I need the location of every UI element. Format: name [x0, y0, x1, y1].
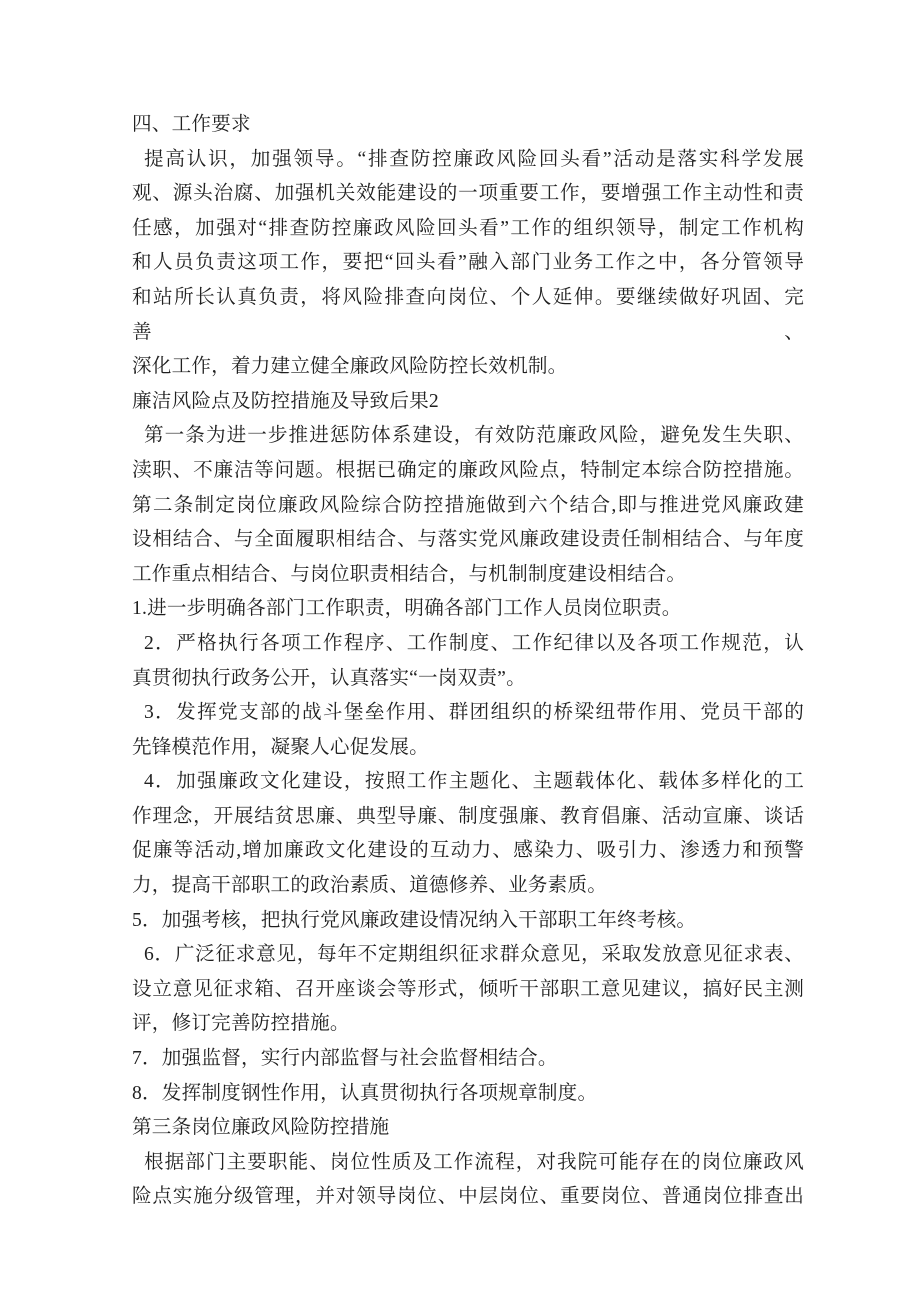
text-line: 第三条岗位廉政风险防控措施	[132, 1117, 390, 1139]
text-line: 设相结合、与全面履职相结合、与落实党风廉政建设责任制相结合、与年度	[132, 529, 804, 551]
text-line: 7．加强监督，实行内部监督与社会监督相结合。	[132, 1048, 558, 1070]
text-line: 力，提高干部职工的政治素质、道德修养、业务素质。	[132, 875, 608, 897]
text-line: 8．发挥制度钢性作用，认真贯彻执行各项规章制度。	[132, 1082, 598, 1104]
text-line: 深化工作，着力建立健全廉政风险防控长效机制。	[132, 356, 568, 378]
document-text-block	[132, 0, 804, 1215]
text-line: 设立意见征求箱、召开座谈会等形式，倾听干部职工意见建议，搞好民主测	[132, 978, 804, 1000]
text-line: 险点实施分级管理，并对领导岗位、中层岗位、重要岗位、普通岗位排查出	[132, 1186, 804, 1208]
text-line: 作理念，开展结贫思廉、典型导廉、制度强廉、教育倡廉、活动宣廉、谈话	[132, 805, 804, 827]
text-line: 4．加强廉政文化建设，按照工作主题化、主题载体化、载体多样化的工	[144, 771, 804, 793]
text-line: 2．严格执行各项工作程序、工作制度、工作纪律以及各项工作规范，认	[144, 632, 804, 654]
text-line: 先锋模范作用，凝聚人心促发展。	[132, 736, 429, 758]
text-line: 渎职、不廉洁等问题。根据已确定的廉政风险点，特制定本综合防控措施。	[132, 459, 804, 481]
text-line: 提高认识，加强领导。“排查防控廉政风险回头看”活动是落实科学发展	[144, 148, 804, 170]
text-line: 观、源头治腐、加强机关效能建设的一项重要工作，要增强工作主动性和责	[132, 183, 804, 205]
text-line: 真贯彻执行政务公开，认真落实“一岗双责”。	[132, 667, 526, 689]
text-line: 第一条为进一步推进惩防体系建设，有效防范廉政风险，避免发生失职、	[144, 425, 804, 447]
text-line: 第二条制定岗位廉政风险综合防控措施做到六个结合,即与推进党风廉政建	[132, 494, 804, 516]
text-line: 根据部门主要职能、岗位性质及工作流程，对我院可能存在的岗位廉政风	[144, 1151, 804, 1173]
text-line: 四、工作要求	[132, 114, 251, 135]
text-line: 促廉等活动,增加廉政文化建设的互动力、感染力、吸引力、渗透力和预警	[132, 840, 804, 862]
text-line: 6．广泛征求意见，每年不定期组织征求群众意见，采取发放意见征求表、	[144, 944, 804, 966]
text-line: 工作重点相结合、与岗位职责相结合，与机制制度建设相结合。	[132, 563, 687, 585]
text-line: 1.进一步明确各部门工作职责，明确各部门工作人员岗位职责。	[132, 598, 682, 620]
text-line: 任感，加强对“排查防控廉政风险回头看”工作的组织领导，制定工作机构	[132, 217, 804, 239]
text-line: 廉洁风险点及防控措施及导致后果2	[132, 390, 439, 412]
text-line: 评，修订完善防控措施。	[132, 1013, 350, 1035]
text-line: 5．加强考核，把执行党风廉政建设情况纳入干部职工年终考核。	[132, 909, 697, 931]
text-line: 和站所长认真负责，将风险排查向岗位、个人延伸。要继续做好巩固、完善、	[132, 286, 804, 343]
text-line: 3．发挥党支部的战斗堡垒作用、群团组织的桥梁纽带作用、党员干部的	[144, 702, 804, 724]
text-line: 和人员负责这项工作，要把“回头看”融入部门业务工作之中，各分管领导	[132, 252, 804, 274]
